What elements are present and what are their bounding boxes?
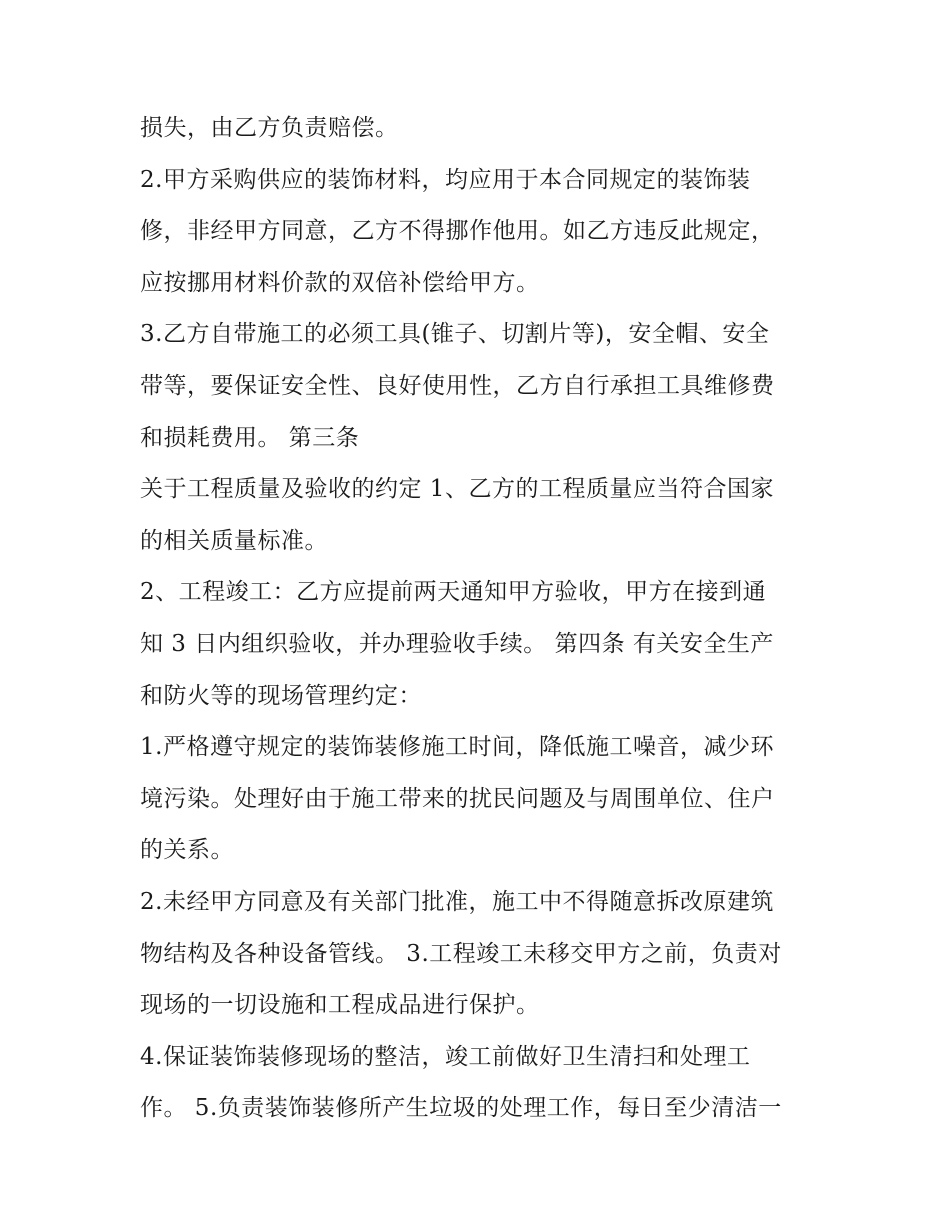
text-line: 3.乙方自带施工的必须工具(锥子、切割片等)，安全帽、安全: [140, 321, 770, 348]
text-line: 修，非经甲方同意，乙方不得挪作他用。如乙方违反此规定，: [140, 218, 775, 245]
text-line: 物结构及各种设备管线。 3.工程竣工未移交甲方之前，负责对: [140, 940, 782, 967]
document-body: [140, 108, 820, 1140]
text-line: 的相关质量标准。: [140, 527, 328, 554]
text-line: 关于工程质量及验收的约定 1、乙方的工程质量应当符合国家: [140, 476, 774, 503]
text-line: 损失，由乙方负责赔偿。: [140, 115, 399, 141]
text-line: 境污染。处理好由于施工带来的扰民问题及与周围单位、住户: [140, 785, 775, 812]
text-line: 4.保证装饰装修现场的整洁，竣工前做好卫生清扫和处理工: [140, 1043, 751, 1070]
text-line: 2.甲方采购供应的装饰材料，均应用于本合同规定的装饰装: [140, 166, 751, 193]
text-line: 2.未经甲方同意及有关部门批准，施工中不得随意拆改原建筑: [140, 888, 774, 915]
text-line: 和防火等的现场管理约定：: [140, 682, 422, 709]
text-line: 1.严格遵守规定的装饰装修施工时间，降低施工噪音，减少环: [140, 734, 774, 761]
text-line: 知 3 日内组织验收，并办理验收手续。 第四条 有关安全生产: [140, 630, 774, 657]
text-line: 带等，要保证安全性、良好使用性，乙方自行承担工具维修费: [140, 372, 775, 399]
text-line: 应按挪用材料价款的双倍补偿给甲方。: [140, 269, 540, 296]
text-line: 2、工程竣工：乙方应提前两天通知甲方验收，甲方在接到通: [140, 579, 767, 606]
text-line: 和损耗费用。 第三条: [140, 424, 360, 451]
text-line: 的关系。: [140, 837, 234, 864]
text-line: 现场的一切设施和工程成品进行保护。: [140, 992, 540, 1019]
text-line: 作。 5.负责装饰装修所产生垃圾的处理工作，每日至少清洁一: [140, 1095, 782, 1122]
